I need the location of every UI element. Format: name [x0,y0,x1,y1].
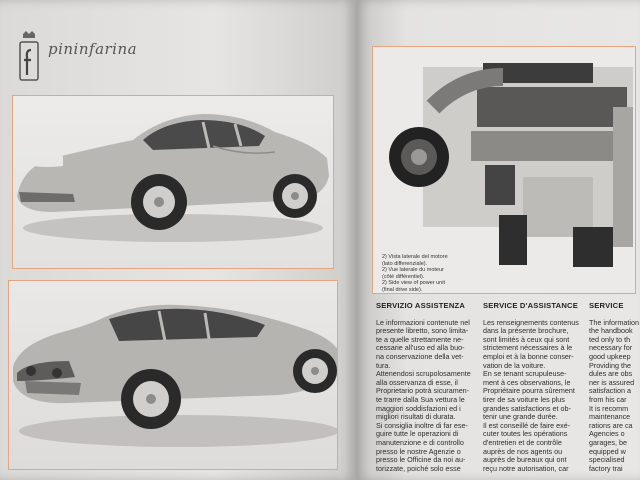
text-line: vation de la voiture. [483,360,546,370]
text-line: na conservazione della vet- [376,351,464,361]
caption-line: (lato differenziale). [382,260,428,267]
text-line: presso le Officine da noi au- [376,455,466,465]
text-line: dans la présente brochure, [483,326,569,336]
text-line: Propriétaire pourra sûrement [483,386,575,396]
column-title: SERVICE [589,302,624,310]
pininfarina-logo: pininfarina [48,40,138,58]
text-line: necessary for [589,343,633,353]
text-line: d'entretien et de contrôle [483,437,562,447]
caption-line: (côté différentiel). [382,273,425,280]
text-line: auprès de nos agents ou [483,446,563,456]
car-photo-front [12,95,334,269]
text-line: maggiori soddisfazioni ed i [376,403,461,413]
text-line: te trarre dalla Sua vettura le [376,394,465,404]
text-line: presso le nostre Agenzie o [376,446,461,456]
caption-line: (final drive side). [382,286,423,293]
text-line: auprès de bureaux qui ont [483,455,567,465]
text-line: tenir une grande durée. [483,412,558,422]
car-front-illustration [13,96,333,268]
car-photo-rear [8,280,338,470]
column-italian [376,302,484,473]
text-line: ner is assured [589,377,635,387]
text-line: cuter toutes les opérations [483,429,568,439]
text-line: Il est conseillé de faire exé- [483,420,571,430]
text-line: presente libretto, sono limita- [376,326,469,336]
text-line: good upkeep [589,351,631,361]
text-line: strictement nécessaires à le [483,343,573,353]
text-line: Le informazioni contenute nel [376,317,470,327]
text-line: grandes satisfactions et ob- [483,403,571,413]
text-line: emploi et à la bonne conser- [483,351,574,361]
text-line: Les renseignements contenus [483,317,579,327]
text-line: En se tenant scrupuleuse- [483,369,567,379]
text-line: torizzate, poiché solo esse [376,463,461,473]
text-line: Agencies o [589,429,625,439]
text-line: The information [589,317,639,327]
text-line: It is recomm [589,403,629,413]
text-line: tirer de sa voiture les plus [483,394,565,404]
text-line: dules are obs [589,369,633,379]
text-line: alla osservanza di esse, il [376,377,458,387]
text-line: migliori risultati di durata. [376,412,456,422]
column-french [483,302,591,473]
caption-line: 2) Vue laterale du moteur [382,267,444,273]
text-line: guire tutte le operazioni di [376,429,459,439]
text-line: reçu notre autorisation, car [483,463,569,473]
engine-caption [382,254,492,293]
column-english [589,302,640,473]
text-line: sont limités à ceux qui sont [483,334,570,344]
text-line: factory trai [589,463,623,473]
caption-line: 2) Vista laterale del motore [382,254,448,260]
text-line: ment à ces observations, le [483,377,571,387]
text-line: manutenzione e di controllo [376,437,464,447]
text-line: Si consiglia inoltre di far ese- [376,420,468,430]
caption-line: 2) Side view of power unit [382,280,445,286]
text-line: ted only to th [589,334,631,344]
text-line: rations are ca [589,420,633,430]
text-line: cessarie all'uso ed alla buo- [376,343,465,353]
text-line: tura. [376,360,391,370]
text-line: maintenance [589,412,631,422]
text-line: from his car [589,394,627,404]
ferrari-crest-logo [18,30,40,82]
text-line: garages, be [589,437,627,447]
text-line: Proprietario potrà sicuramen- [376,386,470,396]
car-rear-illustration [9,281,337,469]
column-title: SERVIZIO ASSISTENZA [376,301,466,310]
column-title: SERVICE D'ASSISTANCE [483,301,578,310]
text-line: equipped w [589,446,626,456]
text-line: te a quelle strettamente ne- [376,334,464,344]
text-line: the handbook [589,326,633,336]
text-line: Providing the [589,360,631,370]
text-line: Attenendosi scrupolosamente [376,369,471,379]
text-line: specialised [589,455,625,465]
text-line: satisfaction a [589,386,631,396]
